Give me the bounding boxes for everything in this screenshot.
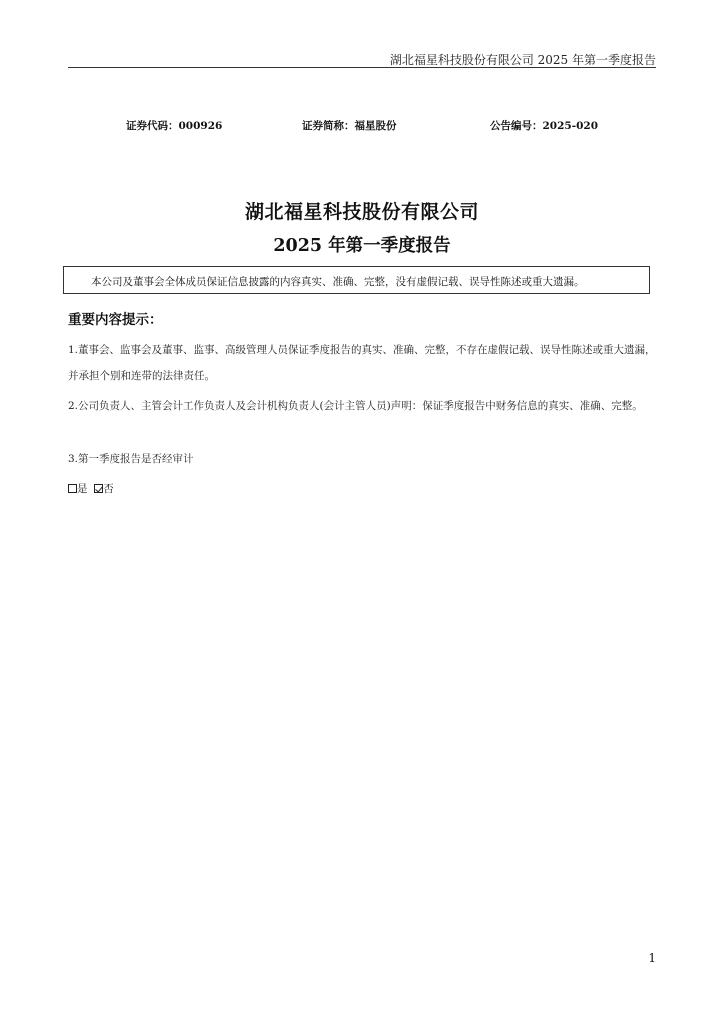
paragraph-2: 2.公司负责人、主管会计工作负责人及会计机构负责人(会计主管人员)声明：保证季度报告中财务信息的真实、准确、完整。: [68, 400, 643, 412]
notice-box: [63, 266, 650, 294]
running-header: 湖北福星科技股份有限公司 2025 年第一季度报告: [389, 53, 656, 67]
security-code: [126, 118, 222, 133]
audit-yes-label: 是: [77, 483, 88, 495]
paragraph-3: 3.第一季度报告是否经审计: [68, 453, 194, 465]
audit-no-label: 否: [103, 483, 114, 495]
paragraph-1: 1.董事会、监事会及董事、监事、高级管理人员保证季度报告的真实、准确、完整，不存在虚假记载、误导性陈述或重大遗漏，并承担个别和连带的法律责任。: [68, 344, 656, 382]
notice-text: 本公司及董事会全体成员保证信息披露的内容真实、准确、完整，没有虚假记载、误导性陈述或重大遗漏。: [91, 276, 585, 288]
security-abbr-label: 证券简称：: [302, 120, 355, 132]
company-title: 湖北福星科技股份有限公司: [244, 201, 479, 223]
section-title: 重要内容提示：: [68, 312, 163, 328]
security-abbr-value: 福星股份: [354, 120, 397, 132]
unchecked-box-icon[interactable]: [68, 484, 77, 493]
security-abbr: [302, 118, 397, 133]
security-code-value: 000926: [178, 120, 223, 132]
notice-number-value: 2025-020: [542, 120, 598, 132]
notice-number-label: 公告编号：: [490, 120, 543, 132]
report-title: 2025 年第一季度报告: [273, 236, 451, 256]
notice-number: [490, 118, 598, 133]
page-number: 1: [648, 951, 656, 965]
header-rule: [68, 67, 656, 68]
checked-box-icon[interactable]: [94, 484, 103, 493]
security-code-label: 证券代码：: [126, 120, 179, 132]
audit-options: [68, 481, 114, 496]
